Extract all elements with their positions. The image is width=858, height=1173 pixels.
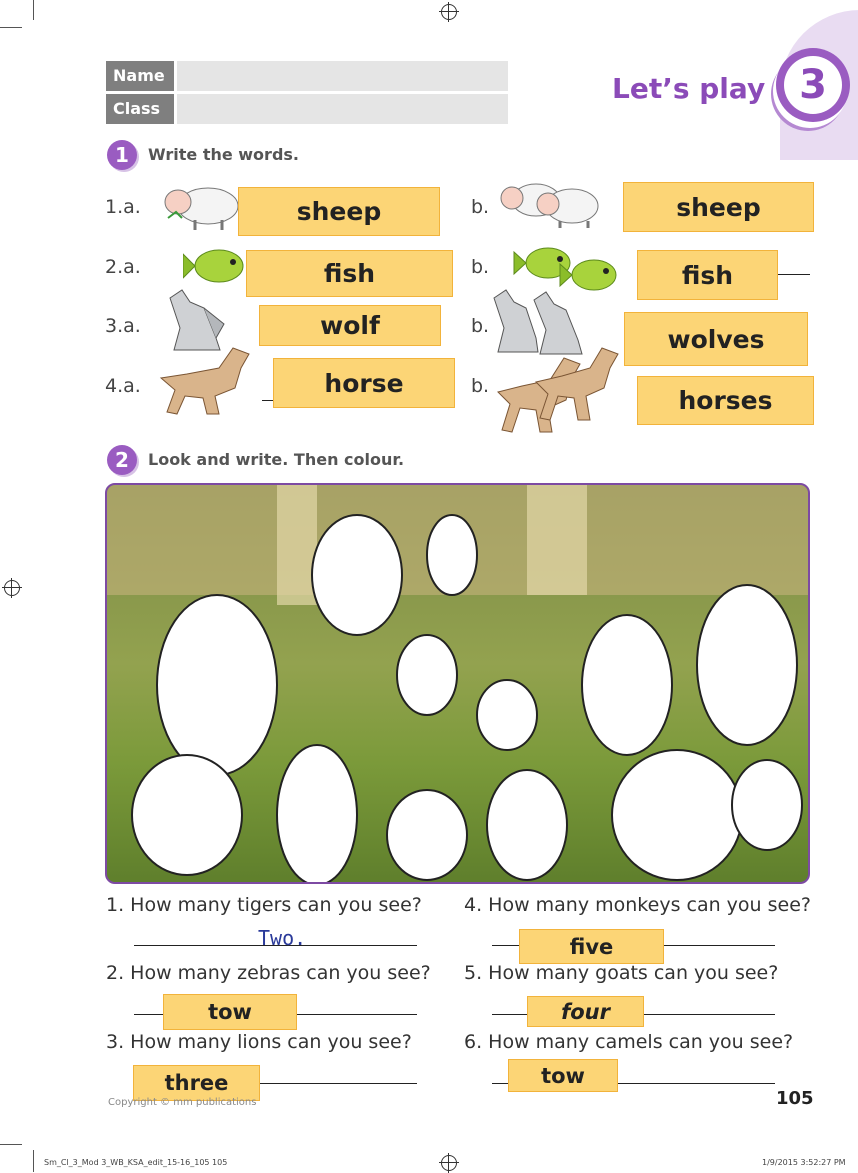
question: 2. How many zebras can you see?: [106, 962, 431, 984]
answer-box[interactable]: fish: [637, 250, 778, 300]
horses-picture: [496, 346, 626, 438]
answer-box[interactable]: three: [133, 1065, 260, 1101]
name-label: Name: [106, 61, 174, 91]
crop-mark: [33, 0, 34, 20]
unit-badge: [776, 48, 850, 122]
horse-picture: [157, 344, 255, 420]
class-label: Class: [106, 94, 174, 124]
registration-mark-icon: [441, 1155, 457, 1171]
item-label: b.: [471, 375, 490, 397]
answer-box[interactable]: four: [527, 996, 644, 1027]
handwritten-answer: Two.: [258, 926, 307, 950]
item-label: 1.a.: [105, 196, 141, 218]
crop-mark: [0, 1144, 22, 1145]
sheep-picture: [160, 180, 242, 232]
question: 1. How many tigers can you see?: [106, 894, 422, 916]
fish-picture: [183, 246, 249, 286]
scene-picture: [105, 483, 810, 884]
item-label: 2.a.: [105, 256, 141, 278]
answer-box[interactable]: wolves: [624, 312, 808, 366]
answer-box[interactable]: sheep: [623, 182, 814, 232]
crop-mark: [0, 27, 22, 28]
section-title: Look and write. Then colour.: [148, 450, 405, 469]
registration-mark-icon: [441, 4, 457, 20]
registration-mark-icon: [4, 580, 20, 596]
answer-box[interactable]: five: [519, 929, 664, 964]
answer-box[interactable]: wolf: [259, 305, 441, 346]
item-label: 3.a.: [105, 315, 141, 337]
question: 6. How many camels can you see?: [464, 1031, 794, 1053]
copyright: Copyright © mm publications: [108, 1097, 257, 1108]
page-number: 105: [776, 1088, 814, 1109]
answer-line: [778, 274, 810, 275]
question: 4. How many monkeys can you see?: [464, 894, 811, 916]
question: 5. How many goats can you see?: [464, 962, 779, 984]
item-label: b.: [471, 196, 490, 218]
unit-title: Let’s play: [612, 72, 766, 105]
print-timestamp: 1/9/2015 3:52:27 PM: [762, 1158, 846, 1167]
class-field[interactable]: [177, 94, 508, 124]
section-title: Write the words.: [148, 145, 299, 164]
answer-box[interactable]: tow: [508, 1059, 618, 1092]
section-number: 1: [107, 140, 137, 170]
answer-box[interactable]: sheep: [238, 187, 440, 236]
answer-box[interactable]: horses: [637, 376, 814, 425]
item-label: 4.a.: [105, 375, 141, 397]
section-number: 2: [107, 445, 137, 475]
file-name: Sm_Cl_3_Mod 3_WB_KSA_edit_15-16_105 105: [44, 1158, 228, 1167]
unit-number: 3: [784, 56, 842, 114]
item-label: b.: [471, 256, 490, 278]
answer-box[interactable]: tow: [163, 994, 297, 1030]
question: 3. How many lions can you see?: [106, 1031, 412, 1053]
name-field[interactable]: [177, 61, 508, 91]
item-label: b.: [471, 315, 490, 337]
answer-box[interactable]: horse: [273, 358, 455, 408]
answer-box[interactable]: fish: [246, 250, 453, 297]
scene-illustration: [107, 485, 808, 882]
sheep-pair-picture: [496, 176, 606, 228]
crop-mark: [33, 1150, 34, 1172]
